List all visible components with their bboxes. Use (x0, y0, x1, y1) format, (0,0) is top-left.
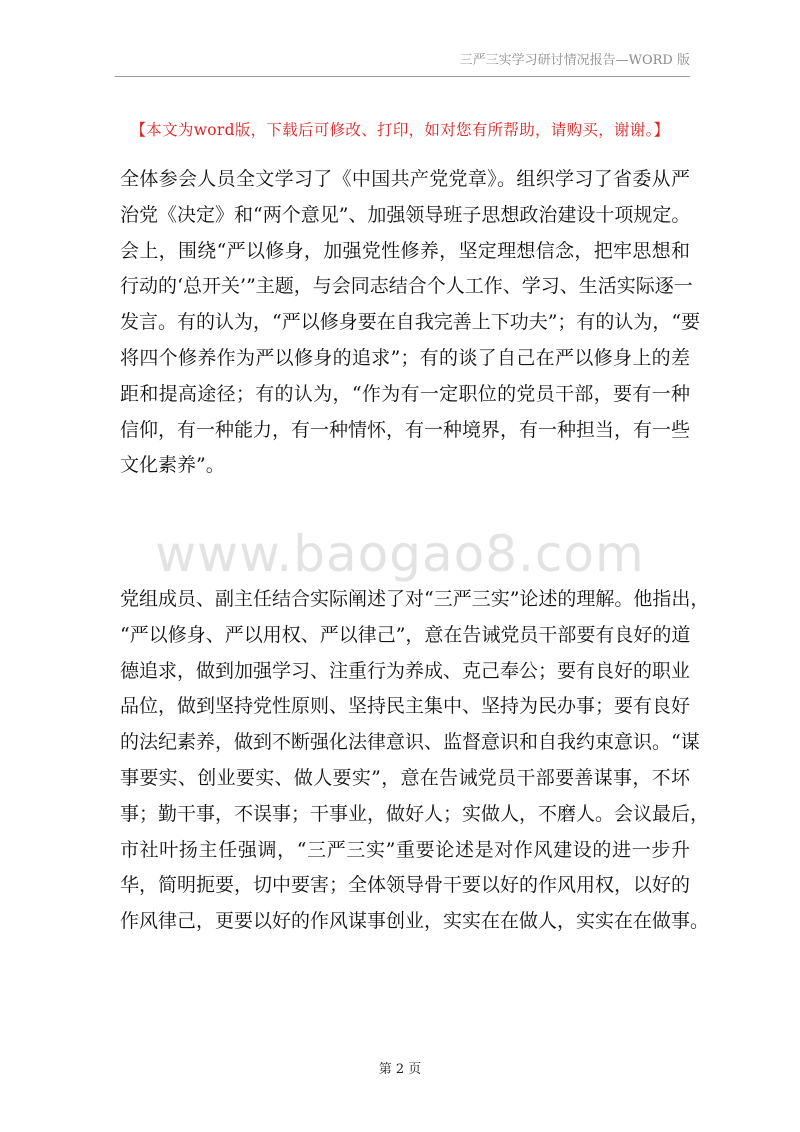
paragraph-line: 作风律己，更要以好的作风谋事创业，实实在在做人，实实在在做事。 (120, 910, 710, 933)
paragraph-line: 行动的‘总开关’”主题，与会同志结合个人工作、学习、生活实际逐一 (120, 275, 693, 298)
paragraph-line: 信仰，有一种能力，有一种情怀，有一种境界，有一种担当，有一些 (120, 418, 691, 441)
page-header (115, 52, 690, 77)
paragraph-line: 治党《决定》和“两个意见”、加强领导班子思想政治建设十项规定。 (120, 203, 691, 226)
page-footer (0, 1058, 800, 1077)
paragraph-line: 品位，做到坚持党性原则、坚持民主集中、坚持为民办事；要有良好 (120, 695, 691, 718)
paragraph-line: 文化素养”。 (120, 454, 225, 477)
paragraph-2 (120, 582, 710, 940)
paragraph-line: 将四个修养作为严以修身的追求”；有的谈了自己在严以修身上的差 (120, 346, 690, 369)
paragraph-line: 市社叶扬主任强调，“三严三实”重要论述是对作风建设的进一步升 (120, 838, 690, 861)
paragraph-line: 事；勤干事，不误事；干事业，做好人；实做人，不磨人。会议最后， (120, 802, 710, 825)
paragraph-line: 党组成员、副主任结合实际阐述了对“三严三实”论述的理解。他指出， (120, 588, 710, 610)
paragraph-line: 全体参会人员全文学习了《中国共产党党章》。组织学习了省委从严 (120, 168, 690, 190)
paragraph-line: 会上，围绕“严以修身，加强党性修养，坚定理想信念，把牢思想和 (120, 239, 690, 262)
paragraph-line: 的法纪素养，做到不断强化法律意识、监督意识和自我约束意识。“谋 (120, 731, 700, 754)
paragraph-line: 发言。有的认为，“严以修身要在自我完善上下功夫”；有的认为，“要 (120, 311, 701, 334)
paragraph-line: 德追求，做到加强学习、注重行为养成、克己奉公；要有良好的职业 (120, 659, 691, 682)
paragraph-line: 距和提高途径；有的认为，“作为有一定职位的党员干部，要有一种 (120, 382, 690, 405)
paragraph-line: “严以修身、严以用权、严以律己”，意在告诫党员干部要有良好的道 (120, 623, 691, 646)
paragraph-line: 华，简明扼要，切中要害；全体领导骨干要以好的作风用权，以好的 (120, 874, 691, 897)
paragraph-line: 事要实、创业要实、做人要实”，意在告诫党员干部要善谋事，不坏 (120, 766, 690, 789)
paragraph-1 (120, 162, 701, 484)
site-watermark: www.baogao8.com (155, 525, 645, 583)
page-number: 第 2 页 (378, 1062, 422, 1077)
header-title: 三严三实学习研讨情况报告—WORD 版 (459, 53, 690, 68)
download-notice: 【本文为word版，下载后可修改、打印，如对您有所帮助，请购买，谢谢。】 (130, 121, 670, 139)
